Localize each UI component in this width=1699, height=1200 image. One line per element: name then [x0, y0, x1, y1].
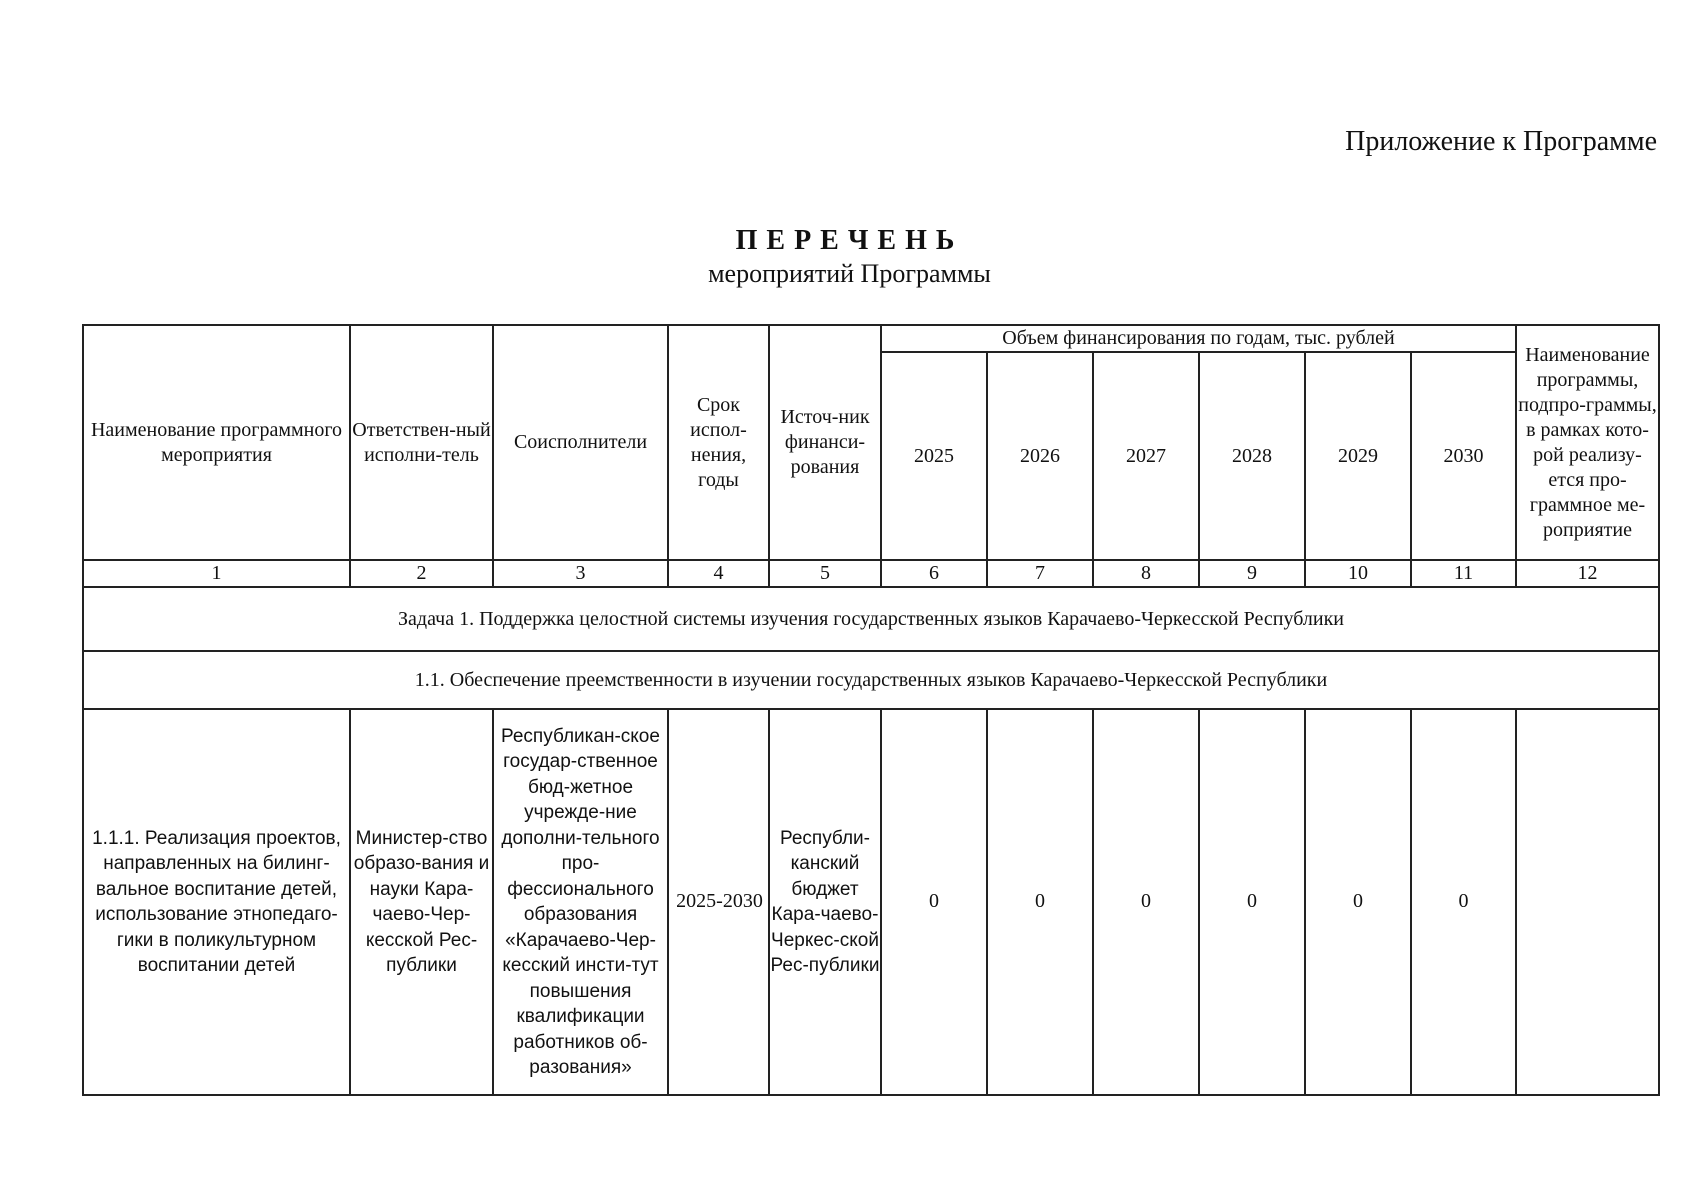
- column-number: 7: [987, 560, 1093, 587]
- program-name-cell: [1516, 709, 1659, 1095]
- column-number: 10: [1305, 560, 1411, 587]
- period-cell: 2025-2030: [668, 709, 769, 1095]
- activity-name-cell: 1.1.1. Реализация проектов, направленных на билинг-вальное воспитание детей, использование этнопедаго-гики в поликультурном воспитании детей: [83, 709, 350, 1095]
- column-number-row: [83, 560, 1659, 587]
- column-number: 1: [83, 560, 350, 587]
- header-responsible: Ответствен-ный исполни-тель: [350, 325, 493, 560]
- column-number: 3: [493, 560, 668, 587]
- amount-cell: 0: [987, 709, 1093, 1095]
- column-number: 2: [350, 560, 493, 587]
- amount-cell: 0: [881, 709, 987, 1095]
- subtask-title: 1.1. Обеспечение преемственности в изучении государственных языков Карачаево-Черкесской Республики: [83, 651, 1659, 709]
- column-number: 4: [668, 560, 769, 587]
- header-period: Срок испол-нения, годы: [668, 325, 769, 560]
- column-number: 12: [1516, 560, 1659, 587]
- column-number: 8: [1093, 560, 1199, 587]
- table-row: [83, 709, 1659, 1095]
- source-cell: Республи-канский бюджет Кара-чаево-Черкес-ской Рес-публики: [769, 709, 881, 1095]
- task-row: [83, 587, 1659, 651]
- column-number: 11: [1411, 560, 1516, 587]
- amount-cell: 0: [1093, 709, 1199, 1095]
- document-heading: [0, 224, 1699, 290]
- column-number: 9: [1199, 560, 1305, 587]
- appendix-label: Приложение к Программе: [1345, 126, 1657, 157]
- header-year: 2026: [987, 352, 1093, 560]
- header-program-name: Наименование программы, подпро-граммы, в рамках кото-рой реализу-ется про-граммное ме-роприятие: [1516, 325, 1659, 560]
- header-year: 2030: [1411, 352, 1516, 560]
- task-title: Задача 1. Поддержка целостной системы изучения государственных языков Карачаево-Черкесской Республики: [83, 587, 1659, 651]
- amount-cell: 0: [1199, 709, 1305, 1095]
- header-year: 2028: [1199, 352, 1305, 560]
- header-row-top: [83, 325, 1659, 352]
- header-co-executors: Соисполнители: [493, 325, 668, 560]
- subtask-row: [83, 651, 1659, 709]
- amount-cell: 0: [1411, 709, 1516, 1095]
- document-title: ПЕРЕЧЕНЬ: [735, 225, 964, 256]
- responsible-cell: Министер-ство образо-вания и науки Кара-чаево-Чер-кесской Рес-публики: [350, 709, 493, 1095]
- column-number: 5: [769, 560, 881, 587]
- header-year: 2025: [881, 352, 987, 560]
- header-year: 2027: [1093, 352, 1199, 560]
- document-subtitle: мероприятий Программы: [708, 259, 991, 288]
- header-source: Источ-ник финанси-рования: [769, 325, 881, 560]
- amount-cell: 0: [1305, 709, 1411, 1095]
- header-year: 2029: [1305, 352, 1411, 560]
- header-activity-name: Наименование программного мероприятия: [83, 325, 350, 560]
- co-executors-cell: Республикан-ское государ-ственное бюд-жетное учрежде-ние дополни-тельного про-фессионального образования «Карачаево-Чер-кесский инсти-тут повышения квалификации работников об-разования»: [493, 709, 668, 1095]
- activities-table: [82, 324, 1660, 1096]
- column-number: 6: [881, 560, 987, 587]
- header-financing-group: Объем финансирования по годам, тыс. рублей: [881, 325, 1516, 352]
